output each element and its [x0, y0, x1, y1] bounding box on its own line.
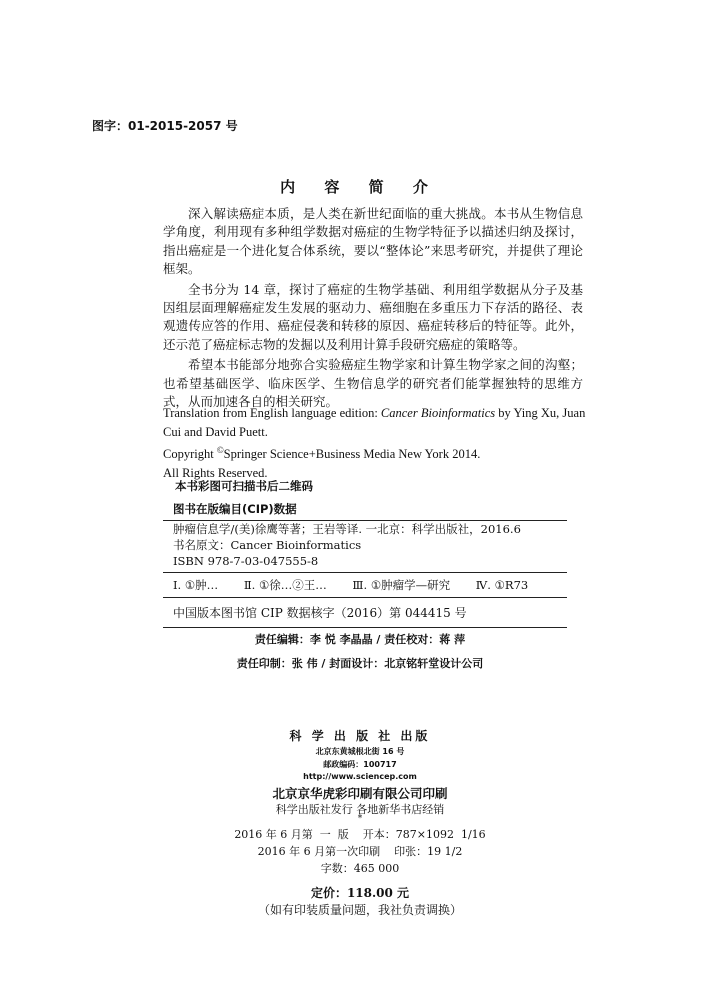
word-count: 字数：465 000	[320, 862, 400, 875]
edition-line: 2016 年 6 月第 一 版 开本：787×1092 1/16	[234, 828, 486, 841]
cip-line: 肿瘤信息学/(美)徐鹰等著；王岩等译. 一北京：科学出版社，2016.6	[173, 522, 521, 536]
classification-item: Ⅱ. ①徐…②王…	[243, 578, 327, 592]
editorial-staff-line: 责任编辑：李 悦 李晶晶 / 责任校对：蒋 萍	[254, 633, 466, 646]
original-book-title: Cancer Bioinformatics	[380, 406, 496, 420]
publisher-address: 北京东黄城根北街 16 号	[315, 747, 405, 756]
copyright-registration-number: 图字：01-2015-2057 号	[92, 119, 238, 133]
publisher-url: http://www.sciencep.com	[303, 772, 417, 781]
copyright-holder: Springer Science+Business Media New York 2014.	[223, 447, 481, 462]
cip-library-record: 中国版本图书馆 CIP 数据核字（2016）第 044415 号	[163, 598, 567, 628]
cip-header: 图书在版编目(CIP)数据	[163, 500, 567, 521]
translation-line	[163, 404, 593, 441]
cip-line: 书名原文：Cancer Bioinformatics	[173, 538, 362, 552]
cip-line: ISBN 978-7-03-047555-8	[163, 553, 567, 573]
copyright-notice	[163, 404, 593, 482]
cip-classification	[163, 573, 567, 598]
content-summary	[163, 205, 583, 413]
rights-line: All Rights Reserved.	[163, 465, 268, 480]
classification-item: Ⅲ. ①肿瘤学—研究	[352, 578, 451, 592]
price: 定价：118.00 元	[310, 886, 410, 900]
translation-prefix: Translation from English language edition:	[163, 406, 381, 420]
publisher-name: 科 学 出 版 社 出版	[289, 729, 431, 743]
classification-item: Ⅳ. ①R73	[475, 578, 529, 592]
printing-line: 2016 年 6 月第一次印刷 印张：19 1/2	[257, 845, 463, 858]
summary-paragraph: 希望本书能部分地弥合实验癌症生物学家和计算生物学家之间的沟壑；也希望基础医学、临床医学、生物信息学的研究者们能掌握独特的思维方式，从而加速各自的相关研究。	[163, 357, 583, 410]
cip-data-block	[163, 500, 567, 628]
distribution-line: 科学出版社发行 各地新华书店经销	[275, 803, 445, 816]
copyright-word: Copyright	[163, 447, 217, 462]
copyright-symbol: ©	[216, 445, 224, 455]
original-authors: by Ying Xu, Juan Cui and David Puett.	[163, 406, 586, 439]
color-figure-qr-note: 本书彩图可扫描书后二维码	[175, 479, 313, 493]
separator-star: *	[357, 814, 363, 824]
copyright-line	[163, 441, 593, 464]
production-staff-line: 责任印制：张 伟 / 封面设计：北京铭轩堂设计公司	[236, 657, 484, 670]
defect-exchange-note: （如有印装质量问题，我社负责调换）	[257, 903, 462, 917]
publisher-postcode: 邮政编码：100717	[323, 760, 397, 769]
section-title: 内 容 简 介	[280, 178, 440, 196]
printer-line: 北京京华虎彩印刷有限公司印刷	[272, 786, 448, 801]
classification-item: Ⅰ. ①肿…	[173, 578, 219, 592]
summary-paragraph: 全书分为 14 章，探讨了癌症的生物学基础、利用组学数据从分子及基因组层面理解癌症发生发展的驱动力、癌细胞在多重压力下存活的路径、表观遗传应答的作用、癌症侵袭和转移的原因、癌症转移后的特征等。此外，还示范了癌症标志物的发掘以及利用计算手段研究癌症的策略等。	[163, 281, 583, 352]
summary-paragraph: 深入解读癌症本质，是人类在新世纪面临的重大挑战。本书从生物信息学角度，利用现有多种组学数据对癌症的生物学特征予以描述归纳及探讨，指出癌症是一个进化复合体系统，要以“整体论”来思考研究，并提供了理论框架。	[163, 206, 583, 277]
